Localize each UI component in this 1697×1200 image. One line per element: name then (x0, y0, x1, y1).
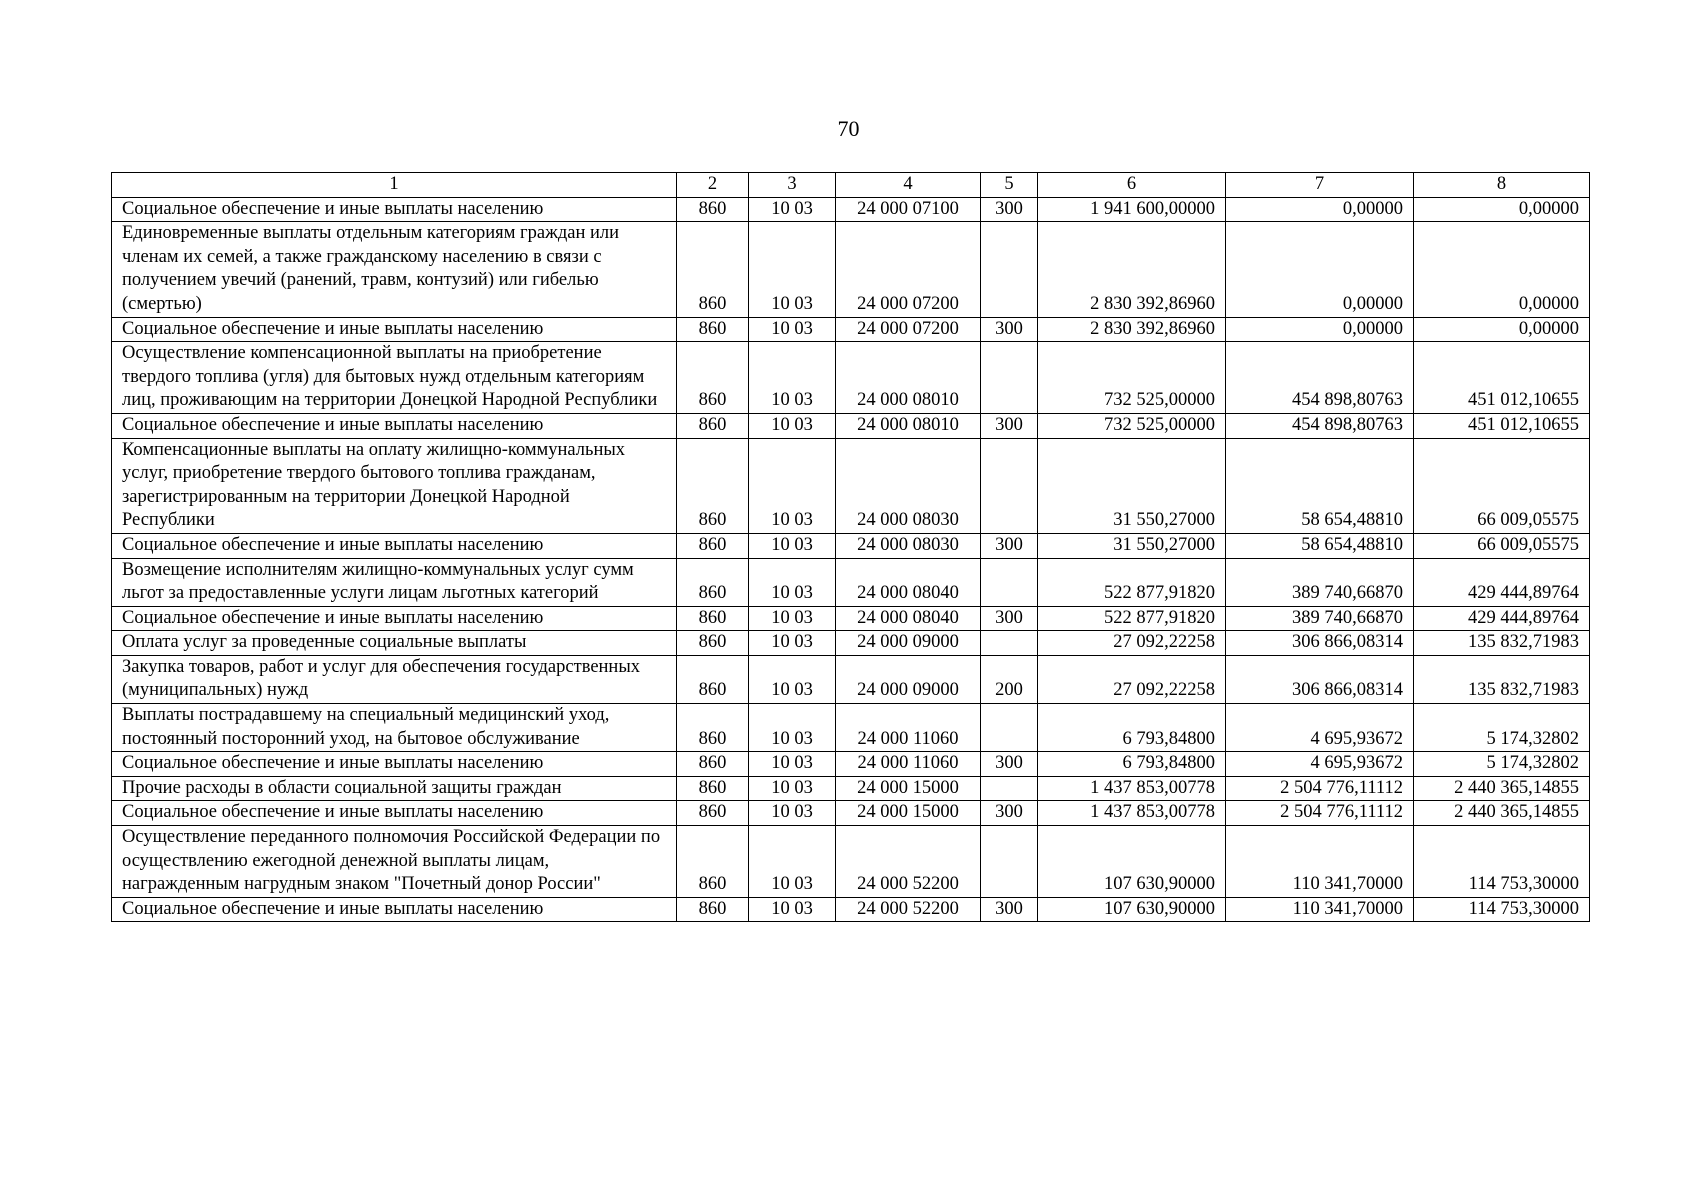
section-code-cell: 10 03 (749, 801, 836, 826)
expense-type-cell (981, 704, 1038, 752)
item-name-cell: Осуществление компенсационной выплаты на приобретение твердого топлива (угля) для бытовых нужд отдельным категориям лиц, проживающим на территории Донецкой Народной Республики (112, 342, 677, 414)
table-row (112, 801, 1590, 826)
item-name-cell: Социальное обеспечение и иные выплаты населению (112, 752, 677, 777)
target-article-cell: 24 000 09000 (836, 631, 981, 656)
amount-cell-7: 4 695,93672 (1226, 704, 1414, 752)
amount-cell-7: 389 740,66870 (1226, 606, 1414, 631)
target-article-cell: 24 000 52200 (836, 826, 981, 898)
amount-cell-8: 0,00000 (1414, 222, 1590, 317)
table-row (112, 533, 1590, 558)
amount-cell-6: 107 630,90000 (1038, 826, 1226, 898)
amount-cell-6: 1 941 600,00000 (1038, 197, 1226, 222)
expense-type-cell: 300 (981, 606, 1038, 631)
target-article-cell: 24 000 08010 (836, 413, 981, 438)
table-row (112, 752, 1590, 777)
amount-cell-7: 2 504 776,11112 (1226, 776, 1414, 801)
section-code-cell: 10 03 (749, 558, 836, 606)
table-row (112, 897, 1590, 922)
expense-type-cell (981, 826, 1038, 898)
target-article-cell: 24 000 52200 (836, 897, 981, 922)
amount-cell-7: 306 866,08314 (1226, 631, 1414, 656)
section-code-cell: 10 03 (749, 776, 836, 801)
item-name-cell: Выплаты пострадавшему на специальный медицинский уход, постоянный посторонний уход, на бытовое обслуживание (112, 704, 677, 752)
amount-cell-8: 429 444,89764 (1414, 558, 1590, 606)
target-article-cell: 24 000 07200 (836, 222, 981, 317)
section-code-cell: 10 03 (749, 897, 836, 922)
table-row (112, 704, 1590, 752)
target-article-cell: 24 000 08030 (836, 533, 981, 558)
amount-cell-7: 110 341,70000 (1226, 897, 1414, 922)
section-code-cell: 10 03 (749, 222, 836, 317)
amount-cell-8: 5 174,32802 (1414, 704, 1590, 752)
amount-cell-8: 451 012,10655 (1414, 413, 1590, 438)
table-row (112, 317, 1590, 342)
table-row (112, 776, 1590, 801)
target-article-cell: 24 000 11060 (836, 704, 981, 752)
amount-cell-6: 1 437 853,00778 (1038, 801, 1226, 826)
table-row (112, 438, 1590, 533)
amount-cell-7: 110 341,70000 (1226, 826, 1414, 898)
target-article-cell: 24 000 08030 (836, 438, 981, 533)
amount-cell-6: 27 092,22258 (1038, 655, 1226, 703)
item-name-cell: Социальное обеспечение и иные выплаты населению (112, 197, 677, 222)
item-name-cell: Компенсационные выплаты на оплату жилищно-коммунальных услуг, приобретение твердого бытового топлива гражданам, зарегистрированным на территории Донецкой Народной Республики (112, 438, 677, 533)
amount-cell-6: 1 437 853,00778 (1038, 776, 1226, 801)
ministry-code-cell: 860 (677, 826, 749, 898)
expense-type-cell (981, 342, 1038, 414)
header-cell: 7 (1226, 173, 1414, 198)
table-row (112, 606, 1590, 631)
ministry-code-cell: 860 (677, 438, 749, 533)
table-row (112, 413, 1590, 438)
amount-cell-8: 66 009,05575 (1414, 533, 1590, 558)
amount-cell-7: 389 740,66870 (1226, 558, 1414, 606)
target-article-cell: 24 000 07200 (836, 317, 981, 342)
amount-cell-6: 522 877,91820 (1038, 558, 1226, 606)
amount-cell-6: 31 550,27000 (1038, 438, 1226, 533)
section-code-cell: 10 03 (749, 342, 836, 414)
expense-type-cell (981, 631, 1038, 656)
amount-cell-6: 27 092,22258 (1038, 631, 1226, 656)
expense-type-cell: 300 (981, 897, 1038, 922)
item-name-cell: Закупка товаров, работ и услуг для обеспечения государственных (муниципальных) нужд (112, 655, 677, 703)
amount-cell-6: 522 877,91820 (1038, 606, 1226, 631)
ministry-code-cell: 860 (677, 317, 749, 342)
ministry-code-cell: 860 (677, 222, 749, 317)
section-code-cell: 10 03 (749, 606, 836, 631)
amount-cell-8: 2 440 365,14855 (1414, 801, 1590, 826)
amount-cell-6: 732 525,00000 (1038, 342, 1226, 414)
expense-type-cell (981, 558, 1038, 606)
section-code-cell: 10 03 (749, 317, 836, 342)
expense-type-cell (981, 776, 1038, 801)
ministry-code-cell: 860 (677, 631, 749, 656)
section-code-cell: 10 03 (749, 197, 836, 222)
ministry-code-cell: 860 (677, 801, 749, 826)
section-code-cell: 10 03 (749, 704, 836, 752)
ministry-code-cell: 860 (677, 558, 749, 606)
section-code-cell: 10 03 (749, 631, 836, 656)
expense-type-cell: 300 (981, 197, 1038, 222)
budget-table (111, 172, 1590, 922)
item-name-cell: Оплата услуг за проведенные социальные выплаты (112, 631, 677, 656)
header-cell: 4 (836, 173, 981, 198)
item-name-cell: Осуществление переданного полномочия Российской Федерации по осуществлению ежегодной денежной выплаты лицам, награжденным нагрудным знаком "Почетный донор России" (112, 826, 677, 898)
item-name-cell: Социальное обеспечение и иные выплаты населению (112, 413, 677, 438)
ministry-code-cell: 860 (677, 704, 749, 752)
section-code-cell: 10 03 (749, 826, 836, 898)
amount-cell-7: 58 654,48810 (1226, 438, 1414, 533)
ministry-code-cell: 860 (677, 752, 749, 777)
amount-cell-6: 6 793,84800 (1038, 704, 1226, 752)
target-article-cell: 24 000 08010 (836, 342, 981, 414)
header-cell: 8 (1414, 173, 1590, 198)
header-cell: 5 (981, 173, 1038, 198)
header-cell: 6 (1038, 173, 1226, 198)
amount-cell-6: 732 525,00000 (1038, 413, 1226, 438)
section-code-cell: 10 03 (749, 413, 836, 438)
table-row (112, 558, 1590, 606)
section-code-cell: 10 03 (749, 533, 836, 558)
section-code-cell: 10 03 (749, 655, 836, 703)
amount-cell-8: 2 440 365,14855 (1414, 776, 1590, 801)
item-name-cell: Единовременные выплаты отдельным категориям граждан или членам их семей, а также гражданскому населению в связи с получением увечий (ранений, травм, контузий) или гибелью (смертью) (112, 222, 677, 317)
ministry-code-cell: 860 (677, 897, 749, 922)
header-cell: 2 (677, 173, 749, 198)
section-code-cell: 10 03 (749, 752, 836, 777)
amount-cell-8: 429 444,89764 (1414, 606, 1590, 631)
ministry-code-cell: 860 (677, 197, 749, 222)
amount-cell-7: 2 504 776,11112 (1226, 801, 1414, 826)
page-number: 70 (837, 116, 860, 141)
amount-cell-7: 0,00000 (1226, 197, 1414, 222)
amount-cell-6: 31 550,27000 (1038, 533, 1226, 558)
ministry-code-cell: 860 (677, 413, 749, 438)
ministry-code-cell: 860 (677, 533, 749, 558)
section-code-cell: 10 03 (749, 438, 836, 533)
ministry-code-cell: 860 (677, 606, 749, 631)
amount-cell-8: 114 753,30000 (1414, 897, 1590, 922)
amount-cell-7: 306 866,08314 (1226, 655, 1414, 703)
target-article-cell: 24 000 11060 (836, 752, 981, 777)
amount-cell-8: 0,00000 (1414, 317, 1590, 342)
header-cell: 3 (749, 173, 836, 198)
item-name-cell: Социальное обеспечение и иные выплаты населению (112, 897, 677, 922)
amount-cell-7: 4 695,93672 (1226, 752, 1414, 777)
amount-cell-7: 0,00000 (1226, 317, 1414, 342)
ministry-code-cell: 860 (677, 342, 749, 414)
table-row (112, 826, 1590, 898)
amount-cell-8: 451 012,10655 (1414, 342, 1590, 414)
table-row (112, 197, 1590, 222)
expense-type-cell: 300 (981, 317, 1038, 342)
expense-type-cell: 300 (981, 801, 1038, 826)
amount-cell-7: 454 898,80763 (1226, 342, 1414, 414)
amount-cell-8: 5 174,32802 (1414, 752, 1590, 777)
amount-cell-6: 107 630,90000 (1038, 897, 1226, 922)
table-row (112, 342, 1590, 414)
expense-type-cell: 300 (981, 752, 1038, 777)
target-article-cell: 24 000 09000 (836, 655, 981, 703)
table-header-row (112, 173, 1590, 198)
item-name-cell: Возмещение исполнителям жилищно-коммунальных услуг сумм льгот за предоставленные услуги лицам льготных категорий (112, 558, 677, 606)
item-name-cell: Социальное обеспечение и иные выплаты населению (112, 606, 677, 631)
expense-type-cell: 200 (981, 655, 1038, 703)
expense-type-cell: 300 (981, 533, 1038, 558)
amount-cell-8: 0,00000 (1414, 197, 1590, 222)
table-row (112, 631, 1590, 656)
item-name-cell: Социальное обеспечение и иные выплаты населению (112, 533, 677, 558)
ministry-code-cell: 860 (677, 655, 749, 703)
amount-cell-6: 6 793,84800 (1038, 752, 1226, 777)
ministry-code-cell: 860 (677, 776, 749, 801)
header-cell: 1 (112, 173, 677, 198)
target-article-cell: 24 000 08040 (836, 558, 981, 606)
table-row (112, 655, 1590, 703)
amount-cell-7: 454 898,80763 (1226, 413, 1414, 438)
amount-cell-7: 58 654,48810 (1226, 533, 1414, 558)
target-article-cell: 24 000 08040 (836, 606, 981, 631)
expense-type-cell: 300 (981, 413, 1038, 438)
amount-cell-8: 114 753,30000 (1414, 826, 1590, 898)
amount-cell-6: 2 830 392,86960 (1038, 222, 1226, 317)
amount-cell-6: 2 830 392,86960 (1038, 317, 1226, 342)
item-name-cell: Прочие расходы в области социальной защиты граждан (112, 776, 677, 801)
target-article-cell: 24 000 15000 (836, 801, 981, 826)
amount-cell-8: 135 832,71983 (1414, 631, 1590, 656)
table-row (112, 222, 1590, 317)
amount-cell-8: 135 832,71983 (1414, 655, 1590, 703)
expense-type-cell (981, 438, 1038, 533)
amount-cell-7: 0,00000 (1226, 222, 1414, 317)
amount-cell-8: 66 009,05575 (1414, 438, 1590, 533)
item-name-cell: Социальное обеспечение и иные выплаты населению (112, 317, 677, 342)
target-article-cell: 24 000 07100 (836, 197, 981, 222)
expense-type-cell (981, 222, 1038, 317)
item-name-cell: Социальное обеспечение и иные выплаты населению (112, 801, 677, 826)
target-article-cell: 24 000 15000 (836, 776, 981, 801)
